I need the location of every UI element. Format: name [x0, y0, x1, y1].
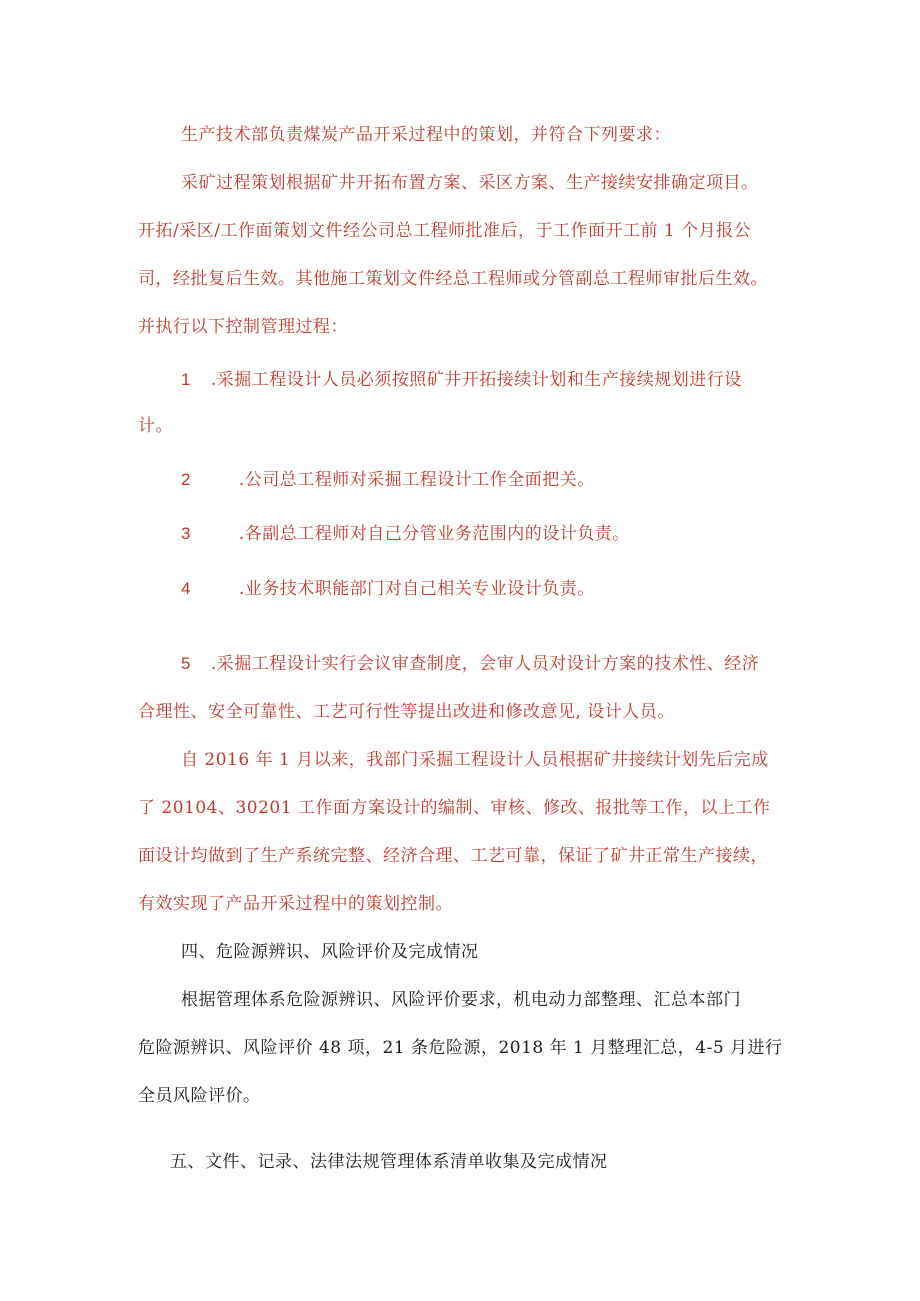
list-item-1-continuation: 计。 [138, 416, 173, 436]
list-item-2-number: 2 [181, 470, 191, 489]
list-item-5-text: .采掘工程设计实行会议审查制度，会审人员对设计方案的技术性、经济 [210, 654, 760, 674]
list-item-1 [181, 368, 742, 392]
list-item-4 [181, 577, 595, 601]
paragraph-progress-line-3: 面设计均做到了生产系统完整、经济合理、工艺可靠，保证了矿井正常生产接续， [138, 846, 768, 866]
list-item-4-text: .业务技术职能部门对自己相关专业设计负责。 [238, 579, 595, 599]
paragraph-hazard-line-2: 危险源辨识、风险评价 48 项，21 条危险源，2018 年 1 月整理汇总，4-5 月进行 [138, 1038, 783, 1058]
list-item-1-text: .采掘工程设计人员必须按照矿井开拓接续计划和生产接续规划进行设 [210, 370, 742, 390]
paragraph-planning-line-2: 开拓/采区/工作面策划文件经公司总工程师批准后，于工作面开工前 1 个月报公 [138, 221, 752, 241]
section-heading-5: 五、文件、记录、法律法规管理体系清单收集及完成情况 [170, 1152, 608, 1172]
list-item-4-number: 4 [181, 579, 191, 598]
list-item-5-number: 5 [181, 654, 191, 673]
section-heading-4: 四、危险源辨识、风险评价及完成情况 [181, 942, 479, 962]
paragraph-planning-line-4: 并执行以下控制管理过程： [138, 317, 348, 337]
list-item-5-continuation: 合理性、安全可靠性、工艺可行性等提出改进和修改意见, 设计人员。 [138, 702, 675, 722]
paragraph-progress-line-2: 了 20104、30201 工作面方案设计的编制、审核、修改、报批等工作，以上工作 [138, 798, 771, 818]
paragraph-planning-line-3: 司，经批复后生效。其他施工策划文件经总工程师或分管副总工程师审批后生效。 [138, 269, 768, 289]
list-item-2 [181, 468, 595, 492]
paragraph-hazard-line-3: 全员风险评价。 [138, 1086, 261, 1106]
paragraph-intro-line: 生产技术部负责煤炭产品开采过程中的策划，并符合下列要求： [181, 125, 671, 145]
paragraph-planning-line-1: 采矿过程策划根据矿井开拓布置方案、采区方案、生产接续安排确定项目。 [181, 173, 759, 193]
list-item-3-number: 3 [181, 524, 191, 543]
list-item-3 [181, 522, 630, 546]
list-item-2-text: .公司总工程师对采掘工程设计工作全面把关。 [238, 470, 595, 490]
list-item-5 [181, 652, 759, 676]
paragraph-progress-line-4: 有效实现了产品开采过程中的策划控制。 [138, 894, 453, 914]
paragraph-progress-line-1: 自 2016 年 1 月以来，我部门采掘工程设计人员根据矿井接续计划先后完成 [181, 750, 769, 770]
list-item-3-text: .各副总工程师对自己分管业务范围内的设计负责。 [238, 524, 630, 544]
list-item-1-number: 1 [181, 370, 191, 389]
paragraph-hazard-line-1: 根据管理体系危险源辨识、风险评价要求，机电动力部整理、汇总本部门 [181, 990, 741, 1010]
